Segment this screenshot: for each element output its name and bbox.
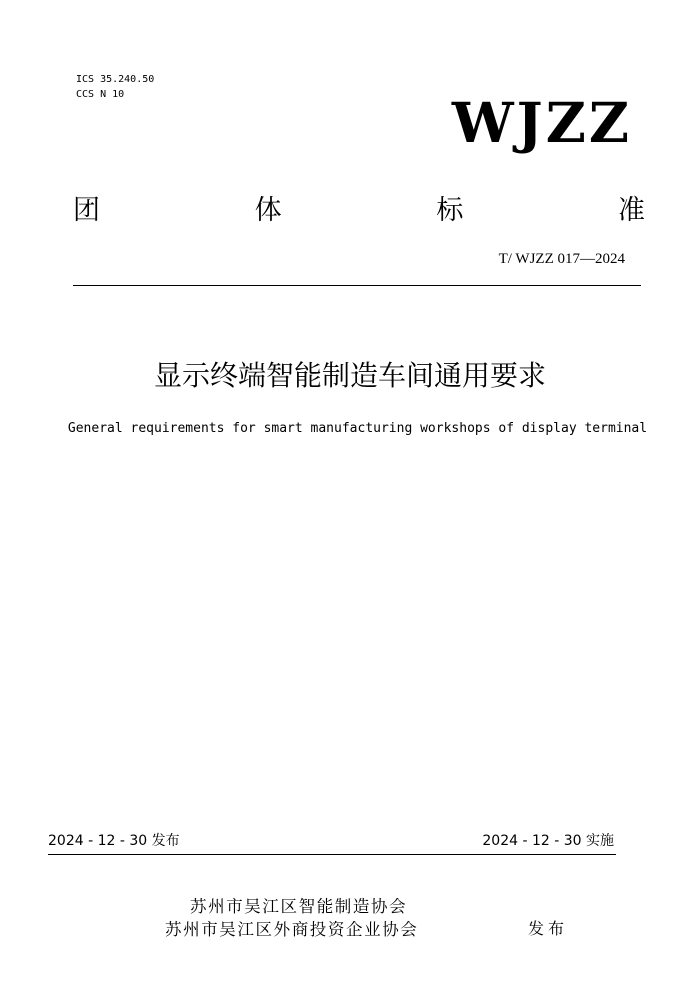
issue-date: 2024 - 12 - 30 发布	[48, 833, 180, 849]
standard-type	[73, 195, 645, 227]
ics-code: ICS 35.240.50	[76, 74, 155, 85]
standard-type-char: 团	[73, 195, 100, 226]
standard-number: T/ WJZZ 017—2024	[498, 251, 625, 267]
standard-type-char: 体	[254, 195, 282, 226]
issuer-1: 苏州市吴江区智能制造协会	[190, 897, 408, 916]
bottom-divider	[48, 854, 616, 855]
top-divider	[73, 285, 641, 286]
title-chinese: 显示终端智能制造车间通用要求	[153, 359, 546, 392]
issuer-2: 苏州市吴江区外商投资企业协会	[165, 920, 419, 939]
wjzz-logo: WJZZ	[451, 90, 632, 155]
title-english: General requirements for smart manufacturing workshops of display terminal	[67, 421, 648, 436]
standard-type-char: 标	[436, 195, 464, 226]
issued-label: 发布	[528, 919, 569, 938]
classification-codes	[76, 72, 154, 102]
standard-type-char: 准	[617, 195, 645, 226]
ccs-code: CCS N 10	[76, 89, 125, 100]
implementation-date: 2024 - 12 - 30 实施	[482, 833, 614, 849]
